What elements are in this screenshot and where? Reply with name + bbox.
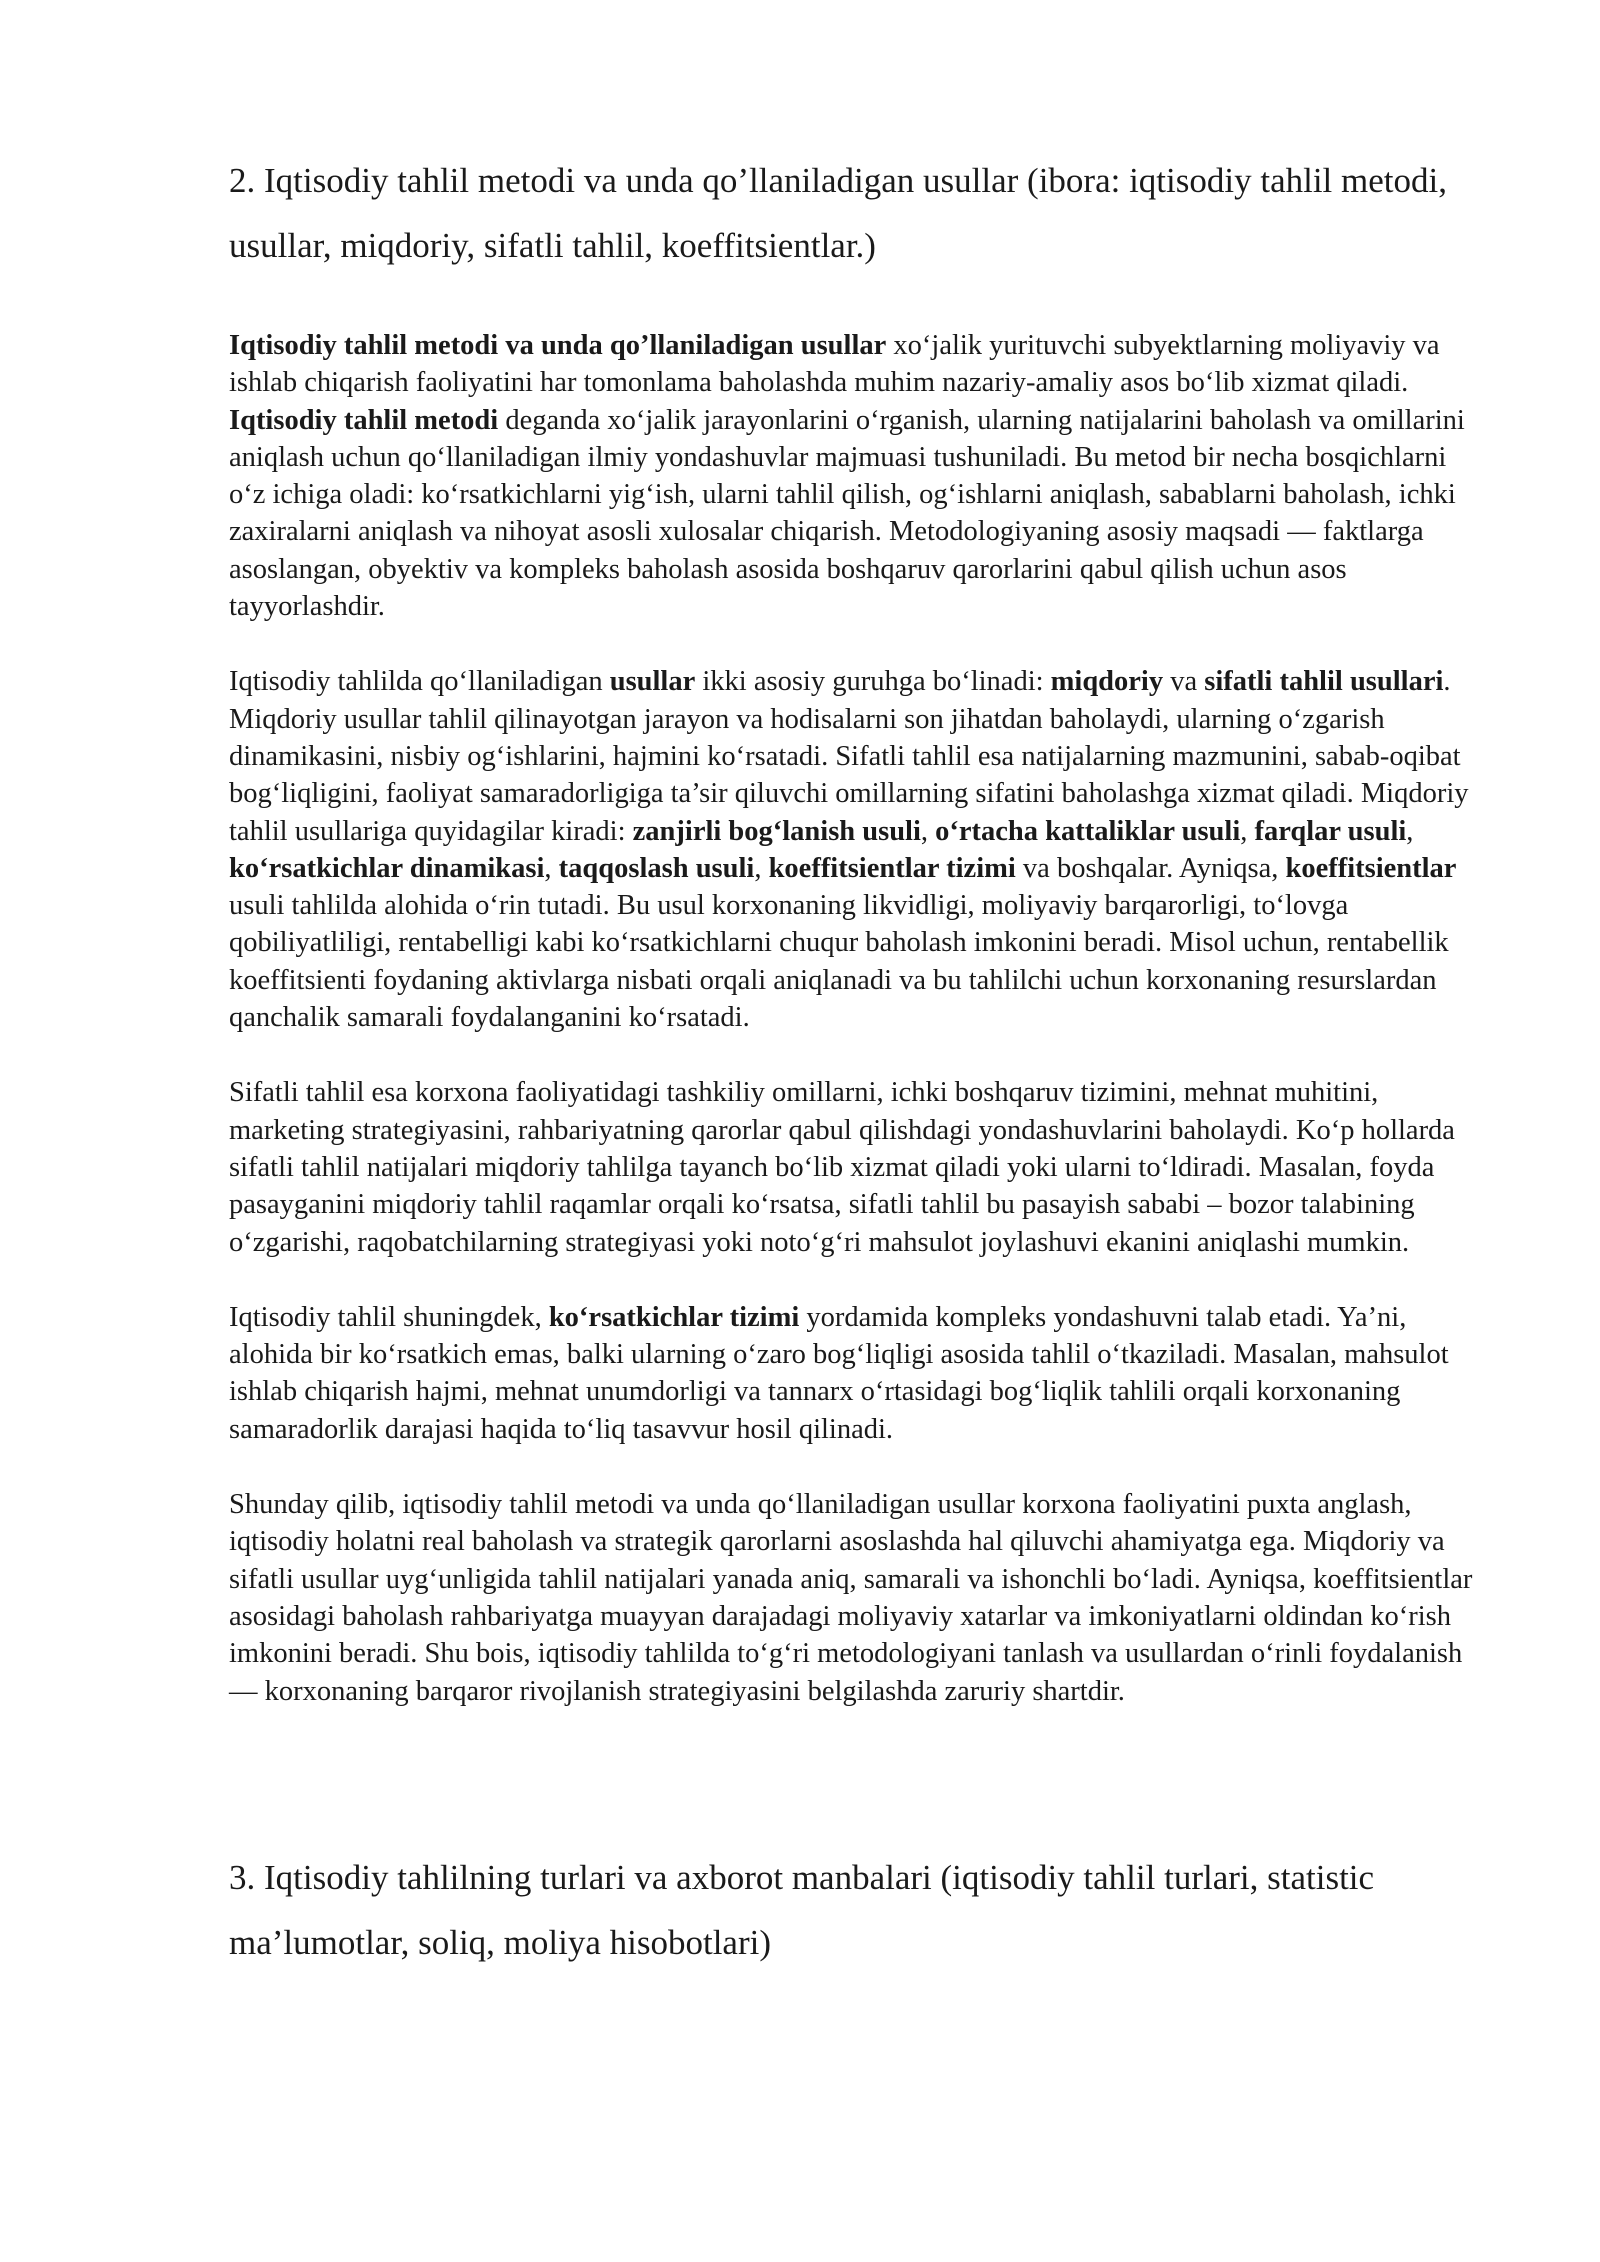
text-run: deganda xo‘jalik jarayonlarini o‘rganish, ularning natijalarini baholash va omillarini aniqlash uchun qo‘llaniladigan ilmiy yondashuvlar majmuasi tushuniladi. Bu metod bir necha bosqichlarni o‘z ichiga oladi: ko‘rsatkichlarni yig‘ish, ularni tahlil qilish, og‘ishlarni aniqlash, sabablarni baholash, ichki zaxiralarni aniqlash va nihoyat asosli xulosalar chiqarish. Metodologiyaning asosiy maqsadi — faktlarga asoslangan, obyektiv va kompleks baholash asosida boshqaruv qarorlarini qabul qilish uchun asos tayyorlashdir. — [229, 404, 1465, 623]
text-run: Iqtisodiy tahlilda qo‘llaniladigan — [229, 666, 610, 698]
bold-term: Iqtisodiy tahlil metodi — [229, 404, 499, 436]
text-run: , — [544, 852, 559, 884]
text-run: va — [1163, 666, 1205, 698]
section-2-paragraph-1 — [229, 327, 1485, 625]
text-run: . Miqdoriy usullar tahlil qilinayotgan jarayon va hodisalarni son jihatdan baholaydi, ularning o‘zgarish dinamikasini, nisbiy og‘ishlarini, hajmini ko‘rsatadi. Sifatli tahlil esa natijalarning mazmunini, sabab-oqibat bog‘liqligini, faoliyat samaradorligiga ta’sir qiluvchi omillarning sifatini baholashga xizmat qiladi. Miqdoriy tahlil usullariga quyidagilar kiradi: — [229, 666, 1469, 847]
bold-term: farqlar usuli — [1254, 815, 1407, 847]
bold-term: koeffitsientlar tizimi — [768, 852, 1016, 884]
bold-term: miqdoriy — [1050, 666, 1164, 698]
text-run: ikki asosiy guruhga bo‘linadi: — [695, 666, 1051, 698]
text-run: , — [920, 815, 936, 847]
text-run: , — [1406, 815, 1414, 847]
section-2-paragraph-2 — [229, 663, 1485, 1036]
text-run: Iqtisodiy tahlil shuningdek, — [229, 1301, 549, 1333]
text-run: , — [1240, 815, 1255, 847]
section-2-paragraph-5 — [229, 1486, 1485, 1710]
section-2-paragraph-3 — [229, 1074, 1485, 1260]
text-run: usuli tahlilda alohida o‘rin tutadi. Bu usul korxonaning likvidligi, moliyaviy barqarorligi, to‘lovga qobiliyatliligi, rentabelligi kabi ko‘rsatkichlarni chuqur baholash imkonini beradi. Misol uchun, rentabellik koeffitsienti foydaning aktivlarga nisbati orqali aniqlanadi va bu tahlilchi uchun korxonaning resurslardan qanchalik samarali foydalanganini ko‘rsatadi. — [229, 890, 1449, 1034]
section-2-heading: 2. Iqtisodiy tahlil metodi va unda qo’llaniladigan usullar (ibora: iqtisodiy tahlil metodi, usullar, miqdoriy, sifatli tahlil, koeffitsientlar.) — [229, 161, 1447, 265]
bold-term: ko‘rsatkichlar dinamikasi — [229, 852, 545, 884]
bold-term: usullar — [609, 666, 696, 698]
bold-term: zanjirli bog‘lanish usuli — [632, 815, 921, 847]
section-2-paragraph-4 — [229, 1299, 1485, 1448]
bold-term: koeffitsientlar — [1285, 852, 1457, 884]
bold-term: taqqoslash usuli — [558, 852, 755, 884]
text-run: , — [754, 852, 769, 884]
text-run: Sifatli tahlil esa korxona faoliyatidagi tashkiliy omillarni, ichki boshqaruv tizimini, mehnat muhitini, marketing strategiyasini, rahbariyatning qarorlar qabul qilishdagi yondashuvlarini baholaydi. Ko‘p hollarda sifatli tahlil natijalari miqdoriy tahlilga tayanch bo‘lib xizmat qiladi yoki ularni to‘ldiradi. Masalan, foyda pasayganini miqdoriy tahlil raqamlar orqali ko‘rsatsa, sifatli tahlil bu pasayish sababi – bozor talabining o‘zgarishi, raqobatchilarning strategiyasi yoki noto‘g‘ri mahsulot joylashuvi ekanini aniqlashi mumkin. — [229, 1077, 1455, 1258]
text-run: yordamida kompleks yondashuvni talab etadi. Ya’ni, alohida bir ko‘rsatkich emas, balki ularning o‘zaro bog‘liqligi asosida tahlil o‘tkaziladi. Masalan, mahsulot ishlab chiqarish hajmi, mehnat unumdorligi va tannarx o‘rtasidagi bog‘liqlik tahlili orqali korxonaning samaradorlik darajasi haqida to‘liq tasavvur hosil qilinadi. — [229, 1301, 1449, 1445]
bold-term: ko‘rsatkichlar tizimi — [548, 1301, 800, 1333]
text-run: xo‘jalik yurituvchi subyektlarning moliyaviy va ishlab chiqarish faoliyatini har tomonlama baholashda muhim nazariy-amaliy asos bo‘lib xizmat qiladi. — [229, 330, 1440, 399]
bold-term: o‘rtacha kattaliklar usuli — [935, 815, 1241, 847]
section-3-heading: 3. Iqtisodiy tahlilning turlari va axborot manbalari (iqtisodiy tahlil turlari, statistic ma’lumotlar, soliq, moliya hisobotlari) — [229, 1857, 1375, 1962]
bold-term: sifatli tahlil usullari — [1204, 666, 1444, 698]
text-run: Shunday qilib, iqtisodiy tahlil metodi va unda qo‘llaniladigan usullar korxona faoliyatini puxta anglash, iqtisodiy holatni real baholash va strategik qarorlarni asoslashda hal qiluvchi ahamiyatga ega. Miqdoriy va sifatli usullar uyg‘unligida tahlil natijalari yanada aniq, samarali va ishonchli bo‘ladi. Ayniqsa, koeffitsientlar asosidagi baholash rahbariyatga muayyan darajadagi moliyaviy xatarlar va imkoniyatlarni oldindan ko‘rish imkonini beradi. Shu bois, iqtisodiy tahlilda to‘g‘ri metodologiyani tanlash va usullardan o‘rinli foydalanish — korxonaning barqaror rivojlanish strategiyasini belgilashda zaruriy shartdir. — [229, 1489, 1473, 1707]
bold-term: Iqtisodiy tahlil metodi va unda qo’llaniladigan usullar — [229, 330, 887, 361]
text-run: va boshqalar. Ayniqsa, — [1015, 852, 1286, 884]
